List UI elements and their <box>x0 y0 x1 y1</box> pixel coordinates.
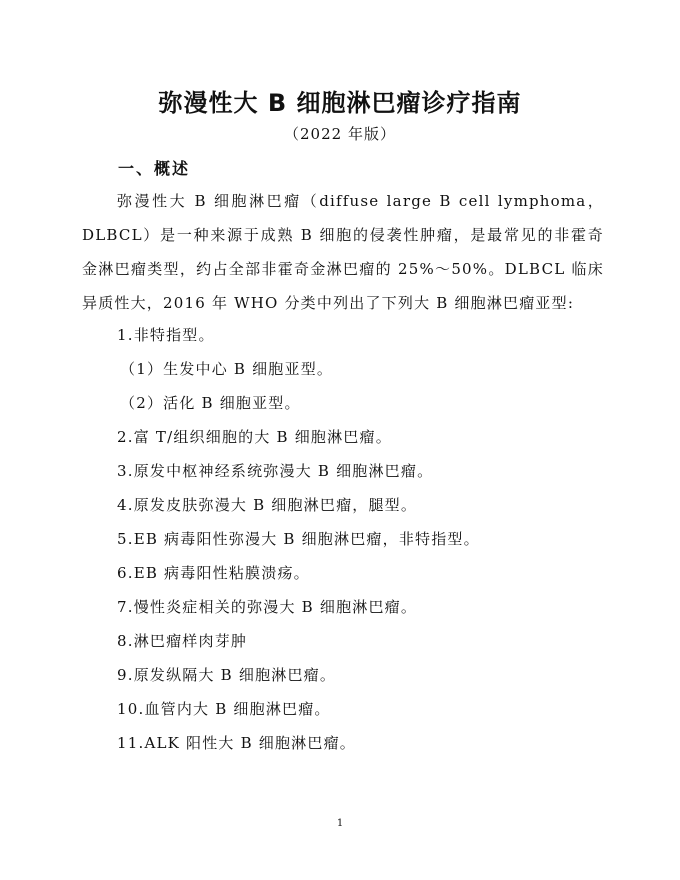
list-item: 3.原发中枢神经系统弥漫大 B 细胞淋巴瘤。 <box>117 462 434 480</box>
document-title: 弥漫性大 B 细胞淋巴瘤诊疗指南 <box>158 89 522 117</box>
intro-paragraph: 弥漫性大 B 细胞淋巴瘤（diffuse large B cell lymphoma，DLBCL）是一种来源于成熟 B 细胞的侵袭性肿瘤，是最常见的非霍奇金淋巴瘤类型，约占全部非霍奇金淋巴瘤的 25%～50%。DLBCL 临床异质性大，2016 年 WHO 分类中列出了下列大 B 细胞淋巴瘤亚型: <box>82 192 604 312</box>
page-number: 1 <box>336 818 344 829</box>
section-heading: 一、概述 <box>118 159 191 178</box>
list-item: （1）生发中心 B 细胞亚型。 <box>120 360 334 378</box>
list-item: 2.富 T/组织细胞的大 B 细胞淋巴瘤。 <box>117 428 392 446</box>
list-item: 4.原发皮肤弥漫大 B 细胞淋巴瘤，腿型。 <box>117 496 418 514</box>
list-item: 9.原发纵隔大 B 细胞淋巴瘤。 <box>117 666 337 684</box>
subtype-list <box>117 318 480 760</box>
document-edition: （2022 年版） <box>284 125 396 143</box>
list-item: 7.慢性炎症相关的弥漫大 B 细胞淋巴瘤。 <box>117 598 418 616</box>
list-item: （2）活化 B 细胞亚型。 <box>120 394 301 412</box>
list-item: 5.EB 病毒阳性弥漫大 B 细胞淋巴瘤，非特指型。 <box>117 530 480 548</box>
list-item: 10.血管内大 B 细胞淋巴瘤。 <box>117 700 331 718</box>
list-item: 11.ALK 阳性大 B 细胞淋巴瘤。 <box>117 734 356 752</box>
list-item: 6.EB 病毒阳性粘膜溃疡。 <box>117 564 310 582</box>
list-item: 8.淋巴瘤样肉芽肿 <box>117 632 248 650</box>
list-item: 1.非特指型。 <box>117 326 215 344</box>
